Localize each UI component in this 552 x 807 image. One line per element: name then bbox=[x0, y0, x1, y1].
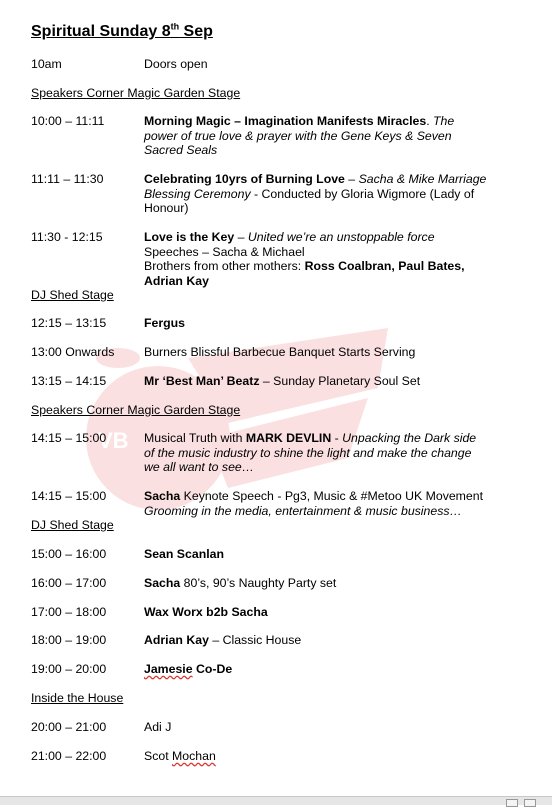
event-text: Mr ‘Best Man’ Beatz – Sunday Planetary Soul Set bbox=[144, 374, 421, 388]
time-label: 10am bbox=[31, 57, 62, 71]
time-label: 13:15 – 14:15 bbox=[31, 374, 107, 388]
stage-heading: Speakers Corner Magic Garden Stage bbox=[31, 86, 241, 100]
event-text: Jamesie Co-De bbox=[144, 662, 233, 676]
stage-heading: DJ Shed Stage bbox=[31, 518, 114, 532]
time-label: 20:00 – 21:00 bbox=[31, 720, 107, 734]
time-label: 13:00 Onwards bbox=[31, 345, 115, 359]
time-label: 17:00 – 18:00 bbox=[31, 605, 107, 619]
time-label: 19:00 – 20:00 bbox=[31, 662, 107, 676]
event-text: Sacha 80’s, 90’s Naughty Party set bbox=[144, 576, 337, 590]
time-label: 18:00 – 19:00 bbox=[31, 633, 107, 647]
event-text: Burners Blissful Barbecue Banquet Starts Serving bbox=[144, 345, 416, 359]
event-text: Fergus bbox=[144, 316, 185, 330]
event-text: Adi J bbox=[144, 720, 172, 734]
event-text: Sacha Keynote Speech - Pg3, Music & #Metoo UK Movement Grooming in the media, entertainment & music business… bbox=[144, 489, 484, 518]
page-title: Spiritual Sunday 8th Sep bbox=[31, 21, 213, 40]
stage-heading: Inside the House bbox=[31, 691, 124, 705]
event-text: Doors open bbox=[144, 57, 208, 71]
event-text: Sean Scanlan bbox=[144, 547, 224, 561]
zoom-control-icon[interactable] bbox=[524, 799, 536, 807]
time-label: 14:15 – 15:00 bbox=[31, 489, 107, 503]
time-label: 16:00 – 17:00 bbox=[31, 576, 107, 590]
event-text: Celebrating 10yrs of Burning Love – Sacha & Mike Marriage Blessing Ceremony - Conducted by Gloria Wigmore (Lady of Honour) bbox=[144, 172, 487, 215]
time-label: 21:00 – 22:00 bbox=[31, 749, 107, 763]
event-text: Wax Worx b2b Sacha bbox=[144, 605, 268, 619]
time-label: 11:30 - 12:15 bbox=[31, 230, 103, 244]
watermark-text: VB bbox=[98, 428, 129, 453]
event-text: Love is the Key – United we’re an unstoppable force Speeches – Sacha & Michael Brothers from other mothers: Ross Coalbran, Paul Bates, Adrian Kay bbox=[144, 230, 465, 288]
time-label: 14:15 – 15:00 bbox=[31, 431, 107, 445]
stage-heading: Speakers Corner Magic Garden Stage bbox=[31, 403, 241, 417]
stage-heading: DJ Shed Stage bbox=[31, 288, 114, 302]
event-text: Adrian Kay – Classic House bbox=[144, 633, 302, 647]
view-toggle-icon[interactable] bbox=[506, 799, 518, 807]
event-text: Scot Mochan bbox=[144, 749, 216, 763]
event-text: Musical Truth with MARK DEVLIN - Unpacking the Dark side of the music industry to shine the light and make the change we all want to see… bbox=[144, 431, 477, 474]
time-label: 10:00 – 11:11 bbox=[31, 114, 105, 128]
time-label: 12:15 – 13:15 bbox=[31, 316, 107, 330]
time-label: 15:00 – 16:00 bbox=[31, 547, 107, 561]
event-text: Morning Magic – Imagination Manifests Miracles. The power of true love & prayer with the Gene Keys & Seven Sacred Seals bbox=[144, 114, 455, 157]
time-label: 11:11 – 11:30 bbox=[31, 172, 104, 186]
